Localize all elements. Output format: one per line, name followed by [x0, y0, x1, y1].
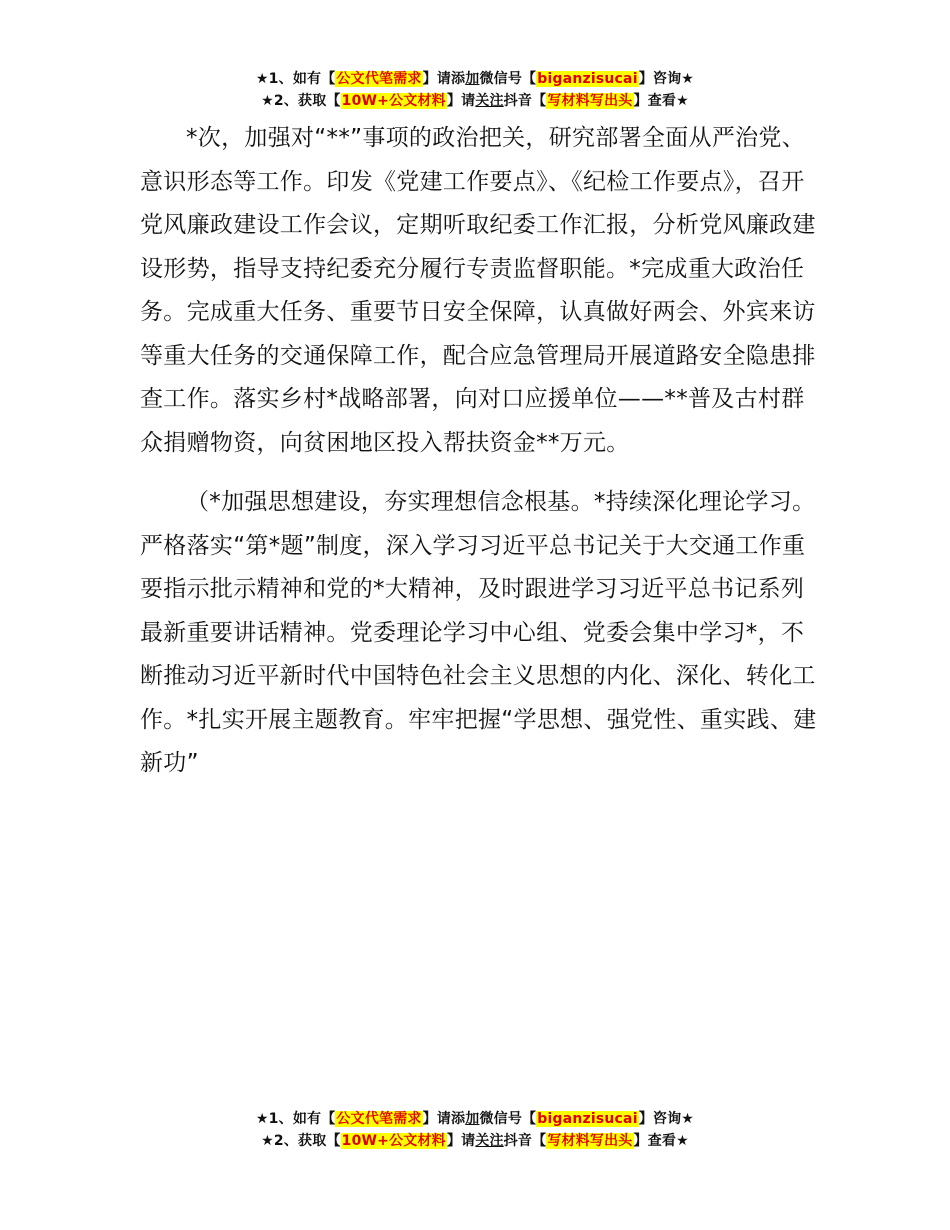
underlined-text: 加 [465, 71, 480, 87]
banner-text: ★1、如有【 [255, 71, 336, 87]
banner-text: 微信号【 [479, 71, 537, 87]
banner-text: 微信号【 [479, 1111, 537, 1127]
body-paragraph-2: （*加强思想建设，夯实理想信念根基。*持续深化理论学习。严格落实“第*题”制度，深入学习习近平总书记关于大交通工作重要指示批示精神和党的*大精神，及时跟进学习习近平总书记系列最新重要讲话精神。党委理论学习中心组、党委会集中学习*，不断推动习近平新时代中国特色社会主义思想的内化、深化、转化工作。*扎实开展主题教育。牢牢把握“学思想、强党性、重实践、建新功” [140, 489, 817, 776]
document-body [140, 117, 820, 786]
banner-text: ★1、如有【 [255, 1111, 336, 1127]
underlined-text: 加 [465, 1111, 480, 1127]
highlight-service: 公文代笔需求 [336, 71, 422, 87]
banner-text: 】请添 [422, 1111, 466, 1127]
banner-text: 】查看★ [633, 93, 689, 109]
highlight-wechat-id: biganzisucai [537, 71, 638, 87]
banner-text: 】咨询★ [638, 1111, 695, 1127]
underlined-text: 关注 [475, 93, 504, 109]
banner-text: 】查看★ [633, 1133, 689, 1149]
highlight-douyin-account: 写材料写出头 [547, 1133, 633, 1149]
banner-text: ★2、获取【 [261, 93, 341, 109]
banner-line-2 [0, 90, 950, 112]
banner-text: 】咨询★ [638, 71, 695, 87]
highlight-materials: 10W+公文材料 [341, 1133, 446, 1149]
banner-text: 】请 [446, 93, 476, 109]
body-paragraph-1: *次，加强对“**”事项的政治把关，研究部署全面从严治党、意识形态等工作。印发《党建工作要点》、《纪检工作要点》，召开党风廉政建设工作会议，定期听取纪委工作汇报，分析党风廉政建设形势，指导支持纪委充分履行专责监督职能。*完成重大政治任务。完成重大任务、重要节日安全保障，认真做好两会、外宾来访等重大任务的交通保障工作，配合应急管理局开展道路安全隐患排查工作。落实乡村*战略部署，向对口应援单位——**普及古村群众捐赠物资，向贫困地区投入帮扶资金**万元。 [140, 125, 816, 456]
banner-text: 】请添 [422, 71, 466, 87]
footer-banner [0, 1108, 950, 1152]
banner-line-1 [0, 68, 950, 90]
highlight-service: 公文代笔需求 [336, 1111, 422, 1127]
banner-line-2 [0, 1130, 950, 1152]
banner-line-1 [0, 1108, 950, 1130]
highlight-materials: 10W+公文材料 [341, 93, 446, 109]
header-banner [0, 68, 950, 112]
banner-text: 抖音【 [503, 1133, 547, 1149]
highlight-wechat-id: biganzisucai [537, 1111, 638, 1127]
underlined-text: 关注 [475, 1133, 504, 1149]
banner-text: 抖音【 [503, 93, 547, 109]
banner-text: ★2、获取【 [261, 1133, 341, 1149]
banner-text: 】请 [446, 1133, 476, 1149]
highlight-douyin-account: 写材料写出头 [547, 93, 633, 109]
